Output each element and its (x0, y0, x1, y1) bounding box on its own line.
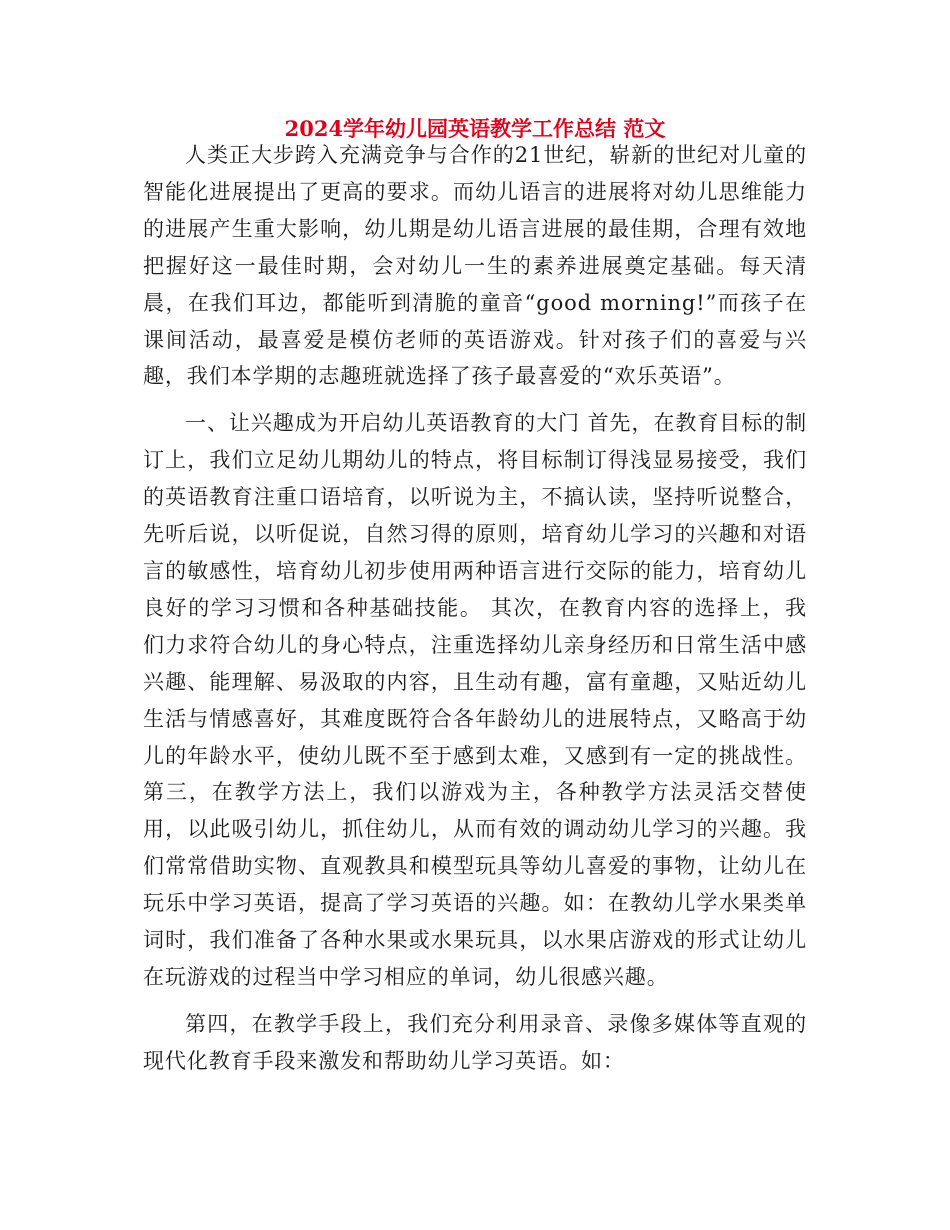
paragraph-fourth-point: 第四，在教学手段上，我们充分利用录音、录像多媒体等直观的现代化教育手段来激发和帮助幼儿学习英语。如： (143, 1011, 807, 1073)
paragraph-intro: 人类正大步跨入充满竞争与合作的21世纪，崭新的世纪对儿童的智能化进展提出了更高的要求。而幼儿语言的进展将对幼儿思维能力的进展产生重大影响，幼儿期是幼儿语言进展的最佳期，合理有效地把握好这一最佳时期，会对幼儿一生的素养进展奠定基础。每天清晨，在我们耳边，都能听到清脆的童音“good morning!”而孩子在课间活动，最喜爱是模仿老师的英语游戏。针对孩子们的喜爱与兴趣，我们本学期的志趣班就选择了孩子最喜爱的“欢乐英语”。 (143, 143, 807, 389)
document-body (143, 137, 807, 1080)
paragraph-section-one: 一、让兴趣成为开启幼儿英语教育的大门 首先，在教育目标的制订上，我们立足幼儿期幼儿的特点，将目标制订得浅显易接受，我们的英语教育注重口语培育，以听说为主，不搞认读，坚持听说整合，先听后说，以听促说，自然习得的原则，培育幼儿学习的兴趣和对语言的敏感性，培育幼儿初步使用两种语言进行交际的能力，培育幼儿良好的学习习惯和各种基础技能。 其次，在教育内容的选择上，我们力求符合幼儿的身心特点，注重选择幼儿亲身经历和日常生活中感兴趣、能理解、易汲取的内容，且生动有趣，富有童趣，又贴近幼儿生活与情感喜好，其难度既符合各年龄幼儿的进展特点，又略高于幼儿的年龄水平，使幼儿既不至于感到太难，又感到有一定的挑战性。 第三，在教学方法上，我们以游戏为主，各种教学方法灵活交替使用，以此吸引幼儿，抓住幼儿，从而有效的调动幼儿学习的兴趣。我们常常借助实物、直观教具和模型玩具等幼儿喜爱的事物，让幼儿在玩乐中学习英语，提高了学习英语的兴趣。如：在教幼儿学水果类单词时，我们准备了各种水果或水果玩具，以水果店游戏的形式让幼儿在玩游戏的过程当中学习相应的单词，幼儿很感兴趣。 (143, 411, 807, 989)
document-title: 2024学年幼儿园英语教学工作总结 范文 (284, 116, 666, 141)
